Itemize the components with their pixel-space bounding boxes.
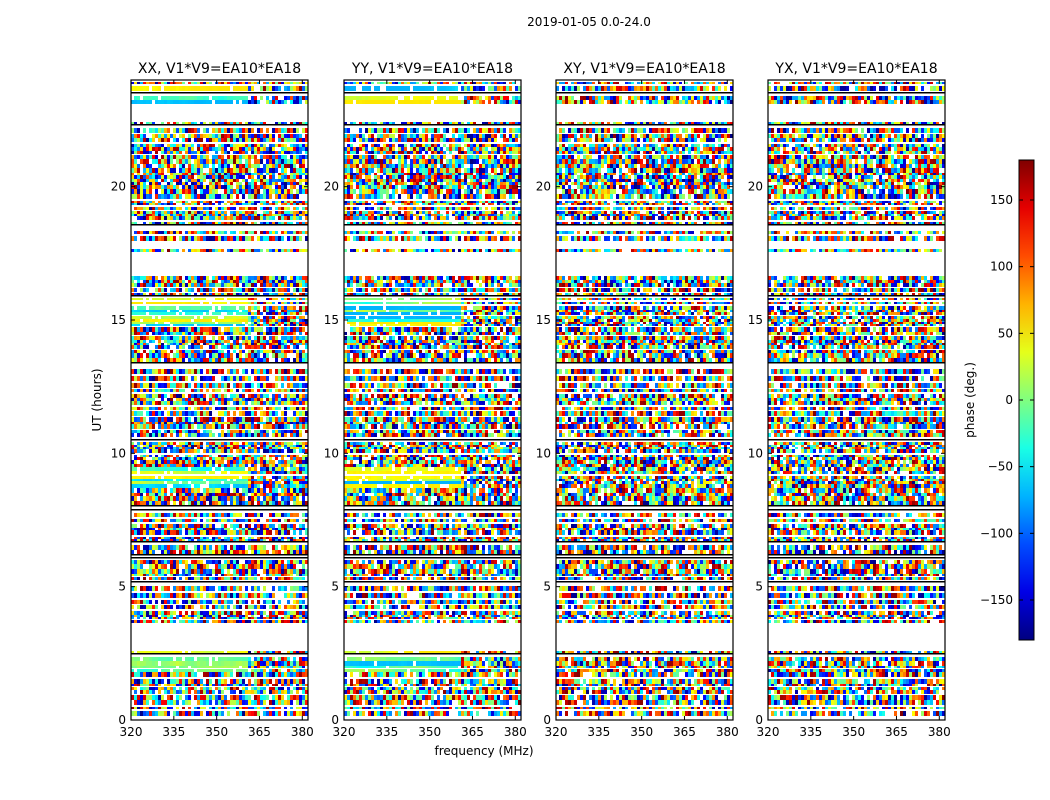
x-tick-label: 350	[205, 725, 228, 739]
y-tick-label: 5	[118, 580, 126, 594]
flag-line	[344, 581, 521, 583]
colorbar-tick-label: −150	[980, 593, 1013, 607]
flag-line	[344, 224, 521, 226]
flag-line	[131, 653, 308, 655]
flag-line	[768, 439, 945, 441]
colorbar-tick-label: 50	[998, 326, 1013, 340]
flag-line	[556, 557, 733, 559]
y-tick-label: 10	[111, 446, 126, 460]
x-tick-label: 350	[418, 725, 441, 739]
y-tick-label: 15	[324, 313, 339, 327]
flag-line	[344, 557, 521, 559]
panel-xy	[536, 61, 739, 739]
panel-xx	[111, 61, 314, 739]
flag-line	[131, 509, 308, 511]
flag-line	[344, 541, 521, 543]
flag-line	[556, 541, 733, 543]
y-tick-label: 10	[536, 446, 551, 460]
flag-line	[344, 554, 521, 556]
colorbar-tick-label: 100	[990, 260, 1013, 274]
y-tick-label: 15	[748, 313, 763, 327]
colorbar-tick-label: 150	[990, 193, 1013, 207]
phase-raster	[344, 82, 521, 716]
panels-group	[111, 61, 951, 739]
x-tick-label: 380	[928, 725, 951, 739]
flag-line	[344, 509, 521, 511]
x-tick-label: 335	[587, 725, 610, 739]
y-tick-label: 5	[543, 580, 551, 594]
flag-line	[131, 92, 308, 94]
x-tick-label: 320	[757, 725, 780, 739]
flag-line	[344, 505, 521, 507]
y-tick-label: 5	[331, 580, 339, 594]
x-tick-label: 335	[799, 725, 822, 739]
flag-line	[768, 557, 945, 559]
y-tick-label: 10	[748, 446, 763, 460]
x-tick-label: 320	[545, 725, 568, 739]
y-axis-label: UT (hours)	[90, 368, 104, 431]
x-tick-label: 380	[291, 725, 314, 739]
flag-line	[344, 295, 521, 297]
flag-line	[556, 439, 733, 441]
flag-line	[131, 505, 308, 507]
flag-line	[768, 653, 945, 655]
flag-line	[556, 362, 733, 364]
colorbar-tick-label: −100	[980, 526, 1013, 540]
flag-line	[556, 92, 733, 94]
colorbar-tick-label: −50	[988, 460, 1013, 474]
flag-line	[556, 224, 733, 226]
panel-title: XX, V1*V9=EA10*EA18	[138, 61, 301, 77]
y-tick-label: 20	[324, 180, 339, 194]
y-tick-label: 0	[755, 713, 763, 727]
y-tick-label: 0	[543, 713, 551, 727]
y-tick-label: 20	[748, 180, 763, 194]
flag-line	[344, 653, 521, 655]
flag-line	[131, 557, 308, 559]
flag-line	[768, 362, 945, 364]
flag-line	[768, 554, 945, 556]
y-tick-label: 20	[111, 180, 126, 194]
flag-line	[556, 554, 733, 556]
flag-line	[768, 92, 945, 94]
flag-line	[768, 541, 945, 543]
x-tick-label: 365	[461, 725, 484, 739]
panel-title: XY, V1*V9=EA10*EA18	[563, 61, 725, 77]
flag-line	[131, 554, 308, 556]
x-tick-label: 335	[162, 725, 185, 739]
colorbar-tick-label: 0	[1005, 393, 1013, 407]
flag-line	[768, 224, 945, 226]
panel-yy	[324, 61, 527, 739]
flag-line	[131, 581, 308, 583]
colorbar-label: phase (deg.)	[963, 362, 977, 438]
y-tick-label: 15	[111, 313, 126, 327]
flag-line	[556, 295, 733, 297]
x-tick-label: 320	[120, 725, 143, 739]
flag-line	[344, 362, 521, 364]
y-tick-label: 5	[755, 580, 763, 594]
flag-line	[344, 92, 521, 94]
panel-title: YX, V1*V9=EA10*EA18	[774, 61, 937, 77]
y-tick-label: 10	[324, 446, 339, 460]
flag-line	[556, 581, 733, 583]
flag-line	[768, 124, 945, 126]
flag-line	[344, 439, 521, 441]
flag-line	[556, 653, 733, 655]
figure-suptitle: 2019-01-05 0.0-24.0	[527, 15, 651, 29]
flag-line	[131, 224, 308, 226]
x-tick-label: 365	[673, 725, 696, 739]
y-tick-label: 20	[536, 180, 551, 194]
x-tick-label: 380	[504, 725, 527, 739]
phase-raster	[556, 82, 733, 716]
flag-line	[556, 505, 733, 507]
x-tick-label: 365	[248, 725, 271, 739]
x-tick-label: 335	[375, 725, 398, 739]
x-tick-label: 350	[630, 725, 653, 739]
panel-title: YY, V1*V9=EA10*EA18	[351, 61, 513, 77]
flag-line	[768, 295, 945, 297]
flag-line	[131, 439, 308, 441]
colorbar	[980, 160, 1034, 640]
flag-line	[131, 541, 308, 543]
panel-yx	[748, 61, 951, 739]
flag-line	[131, 295, 308, 297]
y-tick-label: 0	[331, 713, 339, 727]
flag-line	[768, 509, 945, 511]
flag-line	[131, 124, 308, 126]
flag-line	[344, 124, 521, 126]
y-tick-label: 15	[536, 313, 551, 327]
x-tick-label: 350	[842, 725, 865, 739]
flag-line	[556, 124, 733, 126]
x-tick-label: 365	[885, 725, 908, 739]
x-tick-label: 380	[716, 725, 739, 739]
flag-line	[768, 505, 945, 507]
flag-line	[556, 509, 733, 511]
flag-line	[131, 362, 308, 364]
x-tick-label: 320	[333, 725, 356, 739]
flag-line	[768, 581, 945, 583]
x-axis-label: frequency (MHz)	[434, 744, 533, 758]
y-tick-label: 0	[118, 713, 126, 727]
